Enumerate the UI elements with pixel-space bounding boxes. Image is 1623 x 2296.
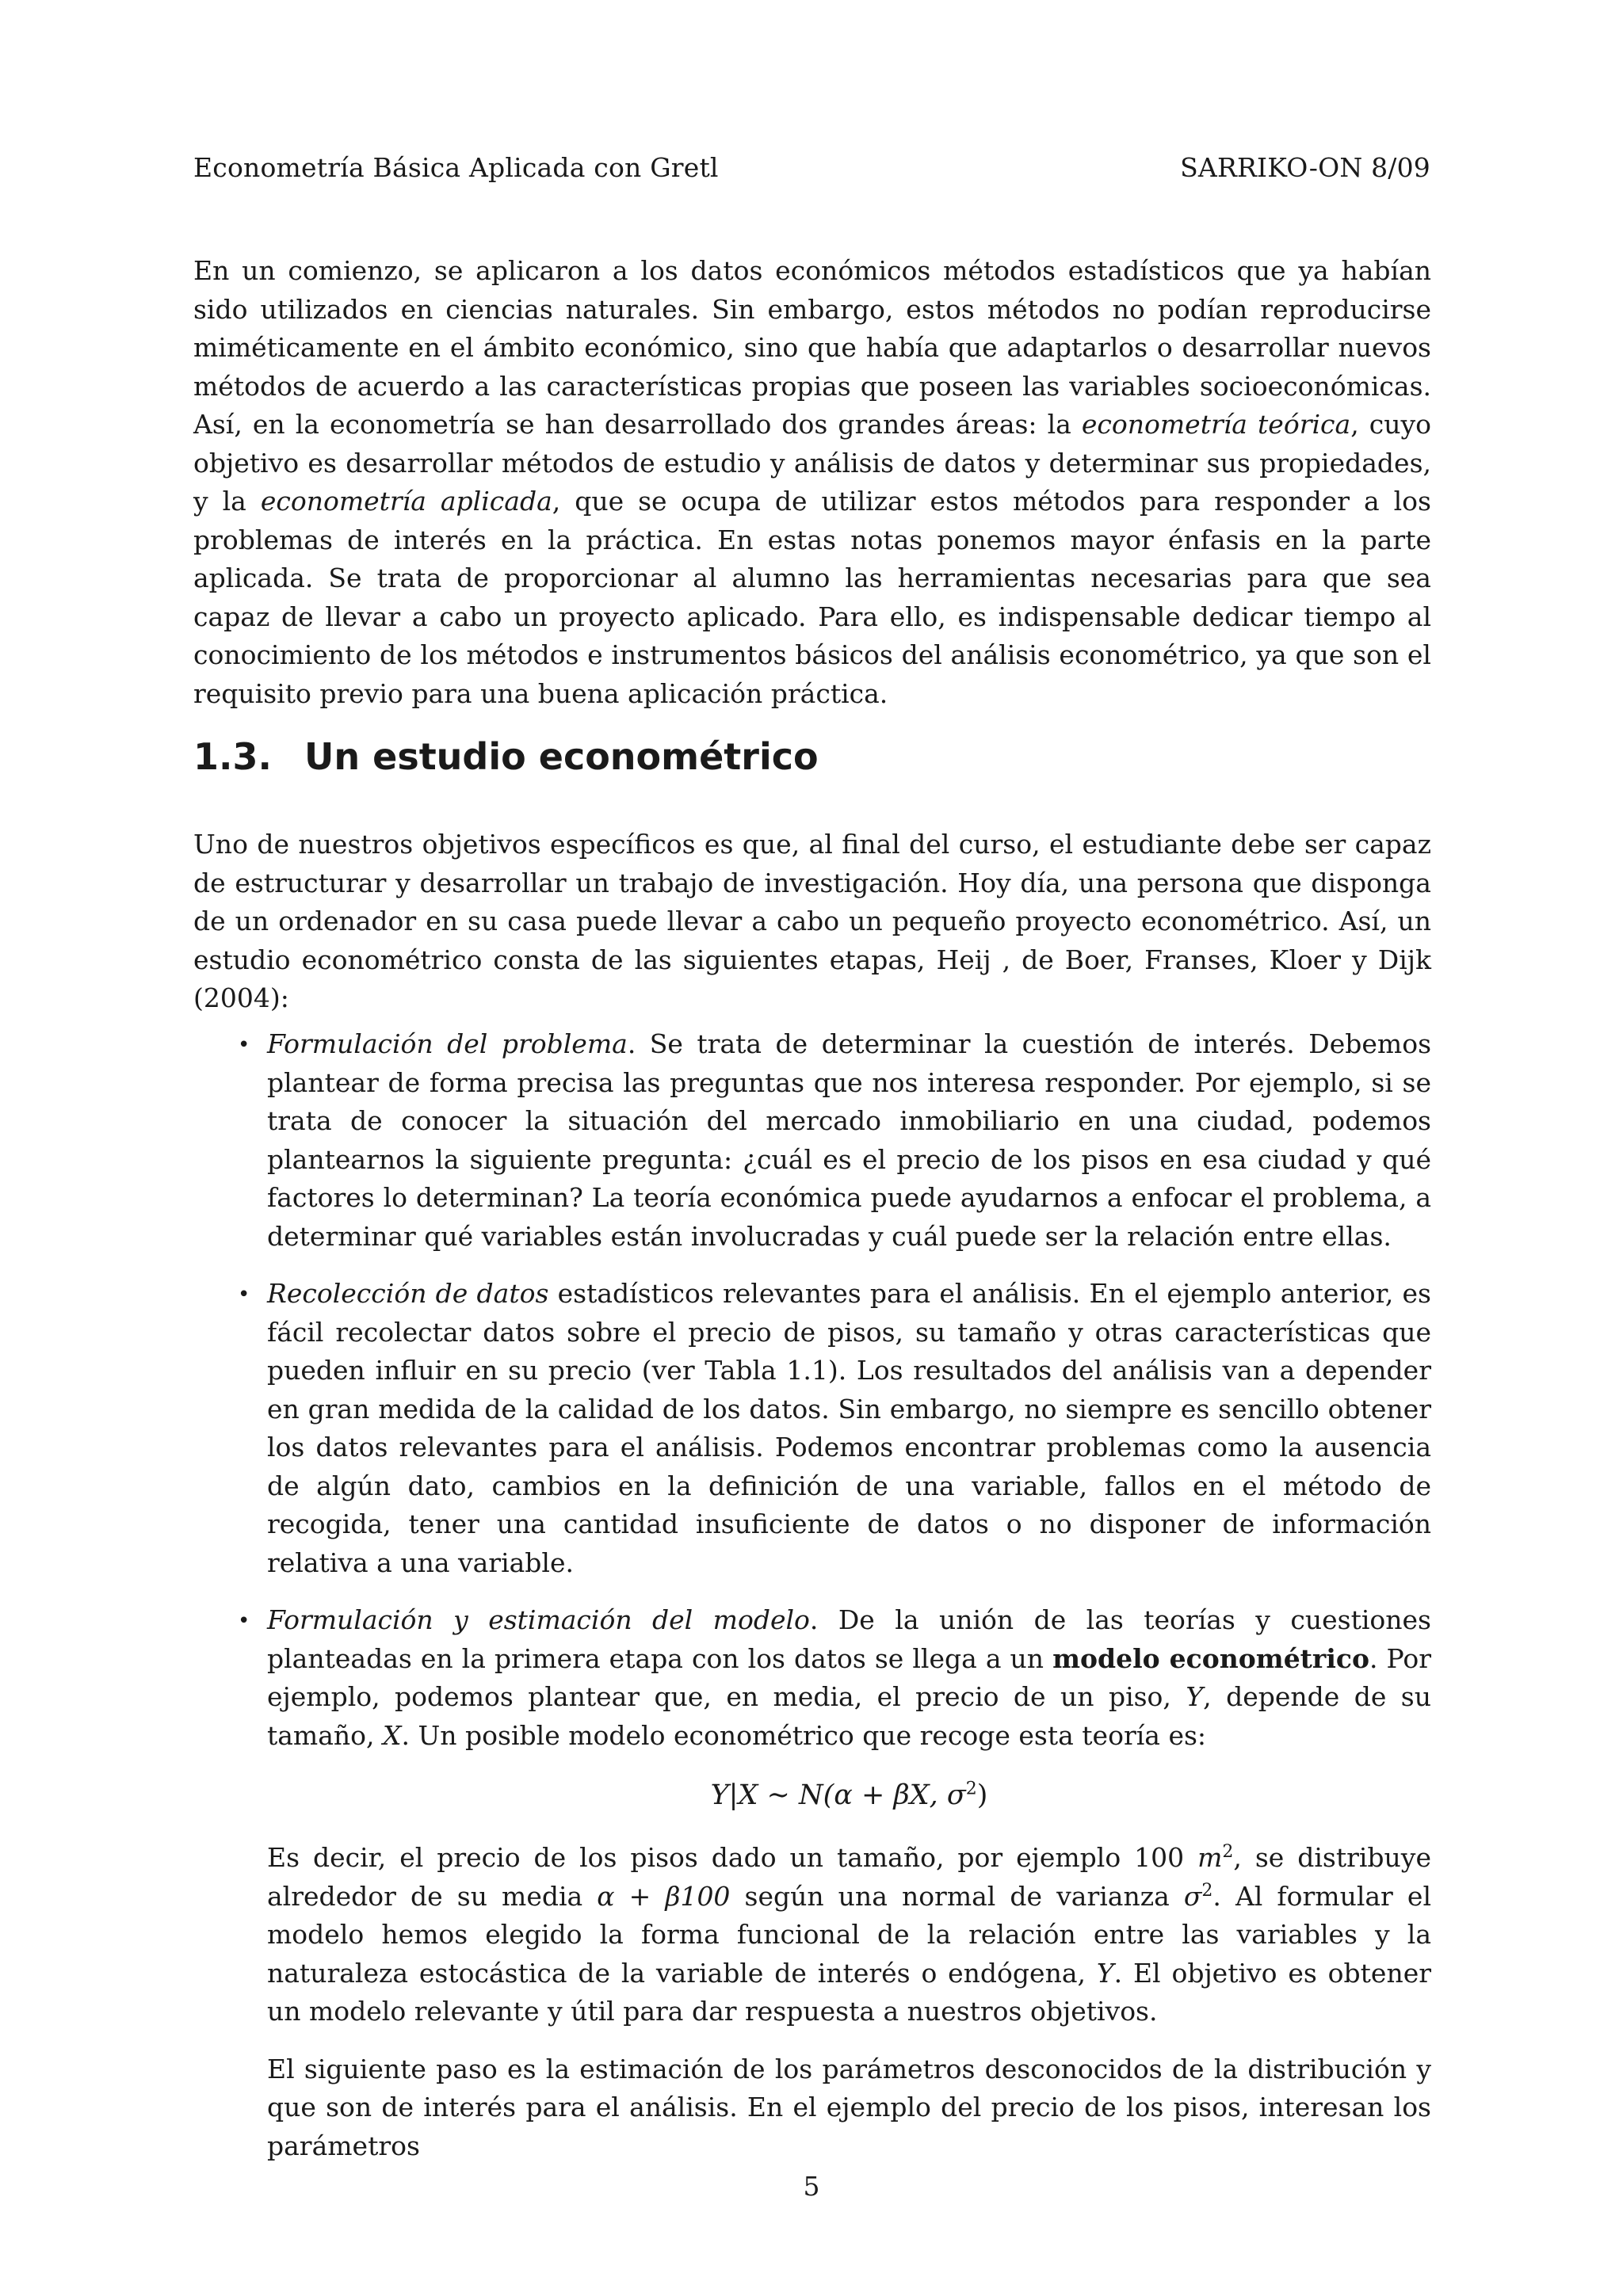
math-mean: α + β100	[597, 1880, 731, 1912]
item-text: según una normal de varianza	[730, 1880, 1184, 1912]
section-paragraph	[193, 826, 1431, 1018]
item-term: Recolección de datos	[267, 1278, 549, 1309]
math-var-y: Y	[1096, 1957, 1114, 1989]
list-item-problem-formulation	[193, 1025, 1431, 1256]
item-term: Formulación y estimación del modelo	[267, 1604, 810, 1635]
item-text: , se distribuye alrededor de su media	[267, 1842, 1431, 1912]
item-text: . El objetivo es obtener un modelo relevante y útil para dar respuesta a nuestros objetivos.	[267, 1957, 1432, 2027]
math-sigma: σ	[1183, 1880, 1202, 1912]
section-paragraph-text: Uno de nuestros objetivos específicos es que, al final del curso, el estudiante debe ser capaz de estructurar y desarrollar un trabajo de investigación. Hoy día, una persona que disponga de un ordenador en su casa puede llevar a cabo un pequeño proyecto econométrico. Así, un estudio econométrico consta de las siguientes etapas, Heij , de Boer, Franses, Kloer y Dijk (2004):	[193, 829, 1431, 1013]
term-applied-econometrics: econometría aplicada	[260, 486, 552, 517]
intro-text-2: , cuyo objetivo es desarrollar métodos de estudio y análisis de datos y determinar sus propiedades, y la	[193, 409, 1431, 517]
term-theoretical-econometrics: econometría teórica	[1081, 409, 1351, 440]
item-text: . Al formular el modelo hemos elegido la forma funcional de la relación entre las variables y la naturaleza estocástica de la variable de interés o endógena,	[267, 1880, 1431, 1989]
header-series: SARRIKO-ON 8/09	[1180, 152, 1430, 183]
item-text: Es decir, el precio de los pisos dado un tamaño, por ejemplo 100	[267, 1842, 1198, 1873]
header-title: Econometría Básica Aplicada con Gretl	[193, 152, 719, 183]
intro-paragraph	[193, 252, 1431, 713]
intro-text-1: En un comienzo, se aplicaron a los datos económicos métodos estadísticos que ya habían sido utilizados en ciencias naturales. Sin embargo, estos métodos no podían reproducirse miméticamente en el ámbito económico, sino que había que adaptarlos o desarrollar nuevos métodos de acuerdo a las características propias que poseen las variables socioeconómicas. Así, en la econometría se han desarrollado dos grandes áreas: la	[193, 255, 1431, 440]
item-text: , depende de su tamaño,	[267, 1681, 1431, 1751]
estimation-paragraph: El siguiente paso es la estimación de los parámetros desconocidos de la distribución y que son de interés para el análisis. En el ejemplo del precio de los pisos, interesan los parámetros	[267, 2053, 1431, 2161]
section-heading	[193, 733, 819, 780]
equation-exponent: 2	[965, 1779, 977, 1799]
math-var-x: X	[383, 1719, 402, 1751]
item-text: estadísticos relevantes para el análisis. En el ejemplo anterior, es fácil recolectar datos sobre el precio de pisos, su tamaño y otras características que pueden influir en su precio (ver Tabla 1.1). Los resultados del análisis van a depender en gran medida de la calidad de los datos. Sin embargo, no siempre es sencillo obtener los datos relevantes para el análisis. Podemos encontrar problemas como la ausencia de algún dato, cambios en la definición de una variable, fallos en el método de recogida, tener una cantidad insuficiente de datos o no disponer de información relativa a una variable.	[267, 1278, 1431, 1578]
section-title: Un estudio econométrico	[304, 735, 819, 778]
bullet-icon: •	[238, 1033, 250, 1057]
item-text: . Un posible modelo econométrico que recoge esta teoría es:	[401, 1719, 1207, 1751]
item-text: . Se trata de determinar la cuestión de interés. Debemos plantear de forma precisa las preguntas que nos interesa responder. Por ejemplo, si se trata de conocer la situación del mercado inmobiliario en una ciudad, podemos plantearnos la siguiente pregunta: ¿cuál es el precio de los pisos en esa ciudad y qué factores lo determinan? La teoría económica puede ayudarnos a enfocar el problema, a determinar qué variables están involucradas y cuál puede ser la relación entre ellas.	[267, 1028, 1432, 1252]
model-equation	[267, 1775, 1431, 1815]
math-unit-exponent: 2	[1222, 1842, 1234, 1862]
page-number: 5	[803, 2171, 820, 2202]
equation-close: )	[976, 1779, 988, 1811]
list-item-model-estimation	[193, 1601, 1431, 2165]
stages-list	[193, 1025, 1431, 2184]
item-text: . Por ejemplo, podemos plantear que, en media, el precio de un piso,	[267, 1642, 1431, 1712]
running-header	[193, 151, 1430, 185]
bold-term-econometric-model: modelo econométrico	[1052, 1642, 1369, 1674]
item-text: . De la unión de las teorías y cuestiones planteadas en la primera etapa con los datos se llega a un	[267, 1604, 1431, 1674]
intro-text-3: , que se ocupa de utilizar estos métodos para responder a los problemas de interés en la práctica. En estas notas ponemos mayor énfasis en la parte aplicada. Se trata de proporcionar al alumno las herramientas necesarias para que sea capaz de llevar a cabo un proyecto aplicado. Para ello, es indispensable dedicar tiempo al conocimiento de los métodos e instrumentos básicos del análisis econométrico, ya que son el requisito previo para una buena aplicación práctica.	[193, 486, 1431, 709]
math-sigma-exponent: 2	[1201, 1880, 1213, 1901]
math-unit: m	[1197, 1842, 1223, 1873]
bullet-icon: •	[238, 1283, 250, 1306]
list-item-data-collection	[193, 1275, 1431, 1582]
equation-body: Y|X ∼ N(α + βX, σ	[710, 1779, 966, 1811]
model-explanation	[267, 1839, 1431, 2031]
section-number: 1.3.	[193, 735, 272, 778]
bullet-icon: •	[238, 1609, 250, 1633]
math-var-y: Y	[1186, 1681, 1204, 1712]
item-term: Formulación del problema	[267, 1028, 628, 1059]
